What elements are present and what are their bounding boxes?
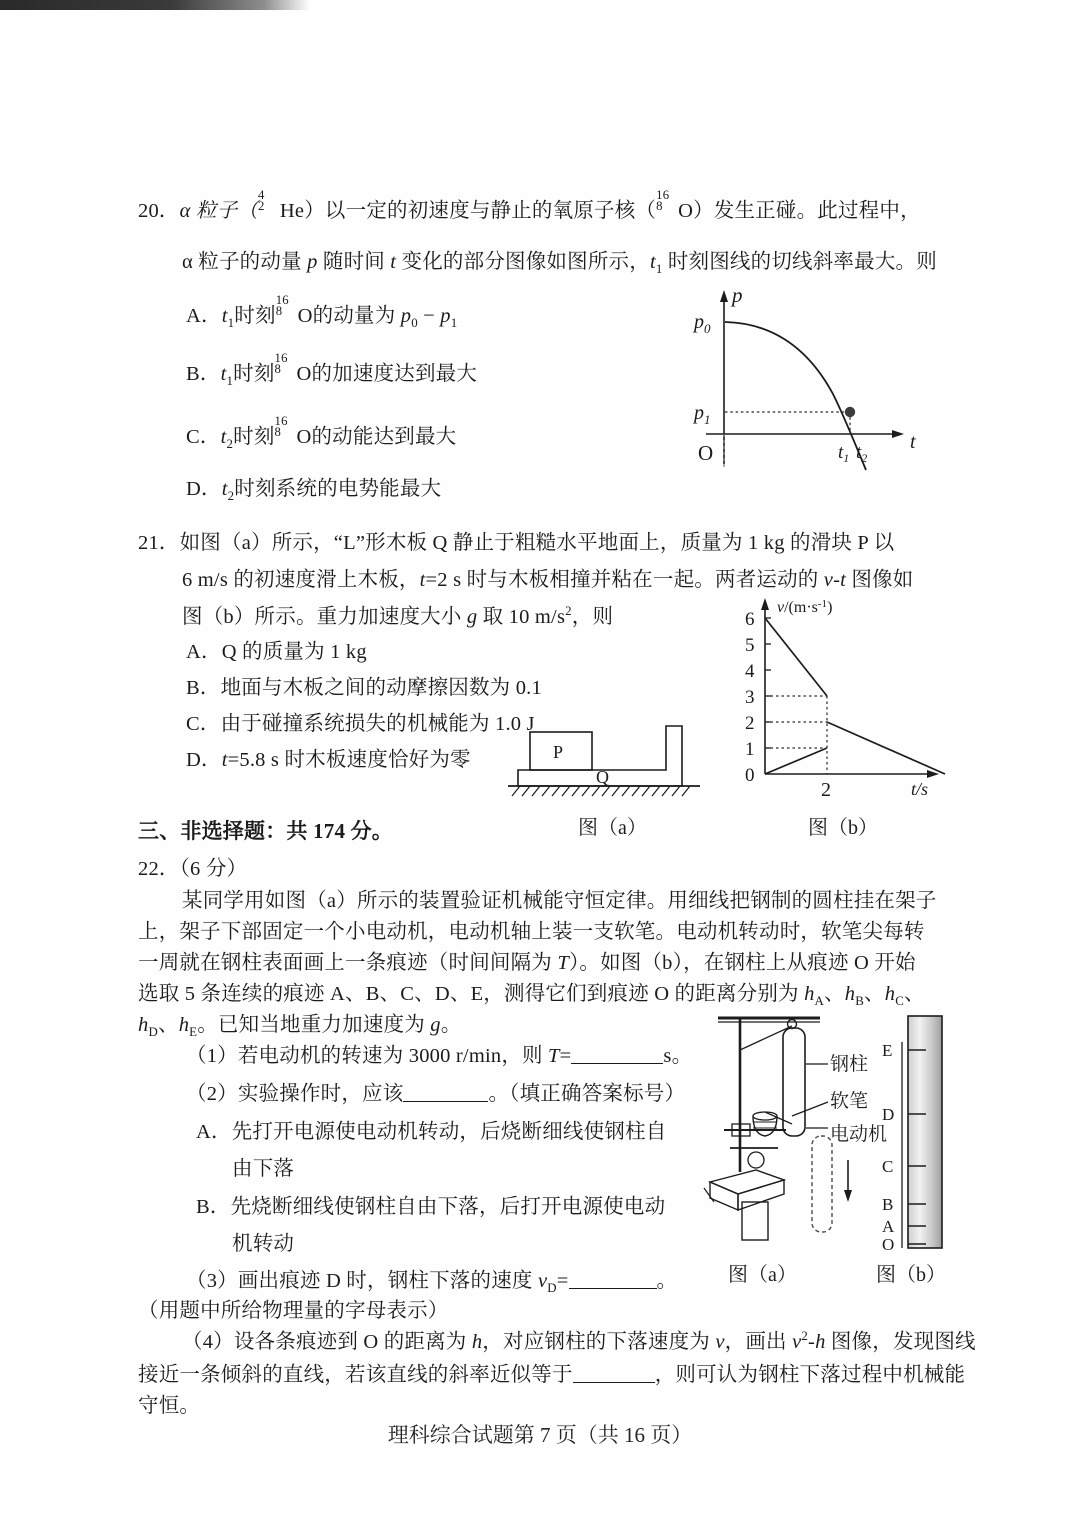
q22-figure-a-caption: 图（a） [728, 1264, 797, 1286]
q22-body-line-1: 某同学用如图（a）所示的装置验证机械能守恒定律。用细线把钢制的圆柱挂在架子 [182, 890, 937, 912]
svg-text:1: 1 [745, 739, 755, 760]
q22-sub-4-line3: 守恒。 [138, 1395, 201, 1417]
q21-option-C[interactable]: C．由于碰撞系统损失的机械能为 1.0 J [186, 713, 535, 735]
svg-text:C: C [882, 1157, 894, 1176]
q22-body-line-2: 上，架子下部固定一个小电动机，电动机轴上装一支软笔。电动机转动时，软笔尖每转 [138, 921, 925, 943]
svg-text:3: 3 [745, 687, 755, 708]
svg-text:t2: $t_2$ [856, 442, 868, 465]
q22-body-line-5: $h_D$、$h_E$。已知当地重力加速度为 g。 [138, 1014, 462, 1040]
svg-text:t/s: t/s [911, 779, 929, 799]
question-21-line-2: 6 m/s 的初速度滑上木板，t=2 s 时与木板相撞并粘在一起。两者运动的 v-t 图像如 [182, 569, 914, 591]
q21-line1-text: 如图（a）所示，“L”形木板 Q 静止于粗糙水平地面上，质量为 1 kg 的滑块 P 以 [179, 532, 895, 554]
symbol-T: T [557, 952, 569, 974]
q20-option-C-label: C． [186, 426, 221, 448]
q21-option-B[interactable]: B．地面与木板之间的动摩擦因数为 0.1 [186, 677, 542, 699]
q20-option-B[interactable]: B．$t_1$时刻 16 8 O的加速度达到最大 [186, 350, 478, 389]
svg-text:A: A [882, 1217, 895, 1236]
section-heading-3: 三、非选择题：共 174 分。 [138, 819, 393, 843]
q22-sub-3: （3）画出痕迹 D 时，钢柱下落的速度 $v_D=$ 。 [186, 1270, 678, 1296]
q22-sub-1: （1）若电动机的转速为 3000 r/min，则 T= s。 [186, 1045, 693, 1067]
question-21-line-3: 图（b）所示。重力加速度大小 g 取 10 $m/s^2$，则 [182, 603, 614, 628]
answer-blank-3[interactable] [569, 1288, 657, 1289]
q20-number: 20． [138, 200, 180, 222]
o-symbol: O [678, 200, 694, 222]
he-nuclide: 4 2 [258, 187, 265, 214]
q22-sub2-option-B-line1[interactable]: B．先烧断细线使钢柱自由下落，后打开电源使电动 [196, 1196, 666, 1218]
svg-text:P: P [553, 742, 564, 762]
q22-sub2-option-A-line1[interactable]: A．先打开电源使电动机转动，后烧断细线使钢柱自 [196, 1121, 667, 1143]
svg-text:O: O [882, 1235, 895, 1254]
label-soft-pen: 软笔 [830, 1091, 869, 1112]
q20-option-D-label: D． [186, 478, 222, 500]
o-nuclide: 16 8 [656, 187, 670, 214]
q20-l2a: α 粒子的动量 [182, 251, 308, 273]
svg-text:0: 0 [745, 765, 755, 786]
svg-text:Q: Q [596, 767, 609, 787]
svg-text:O: O [698, 441, 714, 465]
svg-text:4: 4 [745, 661, 755, 682]
q22-sub-3-note: （用题中所给物理量的字母表示） [138, 1300, 449, 1322]
q22-sub2-option-A-line2: 由下落 [232, 1158, 295, 1180]
q20-option-A-t: t [221, 305, 228, 327]
question-21-line-1 [138, 524, 894, 563]
q21-figure-a-caption: 图（a） [578, 817, 647, 839]
q20-stem-c: ）发生正碰。此过程中， [693, 200, 921, 222]
symbol-t: t [390, 251, 397, 273]
q21-figure-b-caption: 图（b） [808, 817, 878, 839]
q20-l2c: 变化的部分图像如图所示， [396, 251, 650, 273]
q21-velocity-time-graph [725, 588, 960, 810]
q21-figure-a-apparatus [500, 718, 715, 800]
q22-sub2-option-B-line2: 机转动 [232, 1233, 295, 1255]
svg-text:6: 6 [745, 609, 755, 630]
q20-option-A-post: 的动量为 [312, 305, 401, 327]
svg-text:2: 2 [745, 713, 755, 734]
svg-text:D: D [882, 1105, 895, 1124]
svg-text:t: t [910, 431, 916, 453]
svg-text:2: 2 [821, 779, 831, 801]
label-steel-column: 钢柱 [830, 1054, 869, 1075]
svg-text:p0: $p_0$ [694, 311, 711, 336]
q20-option-B-label: B． [186, 363, 221, 385]
question-20-stem-line-2 [182, 243, 937, 282]
q20-momentum-time-graph [688, 282, 958, 472]
answer-blank-4[interactable] [573, 1382, 655, 1383]
symbol-v-t: v-t [823, 569, 847, 591]
q20-l2d: 时刻图线的切线斜率最大。则 [662, 251, 937, 273]
q22-sub-4-line1: （4）设各条痕迹到 O 的距离为 h，对应钢柱的下落速度为 v，画出 $v^2-h$ 图像，发现图线 [182, 1328, 976, 1353]
symbol-t1: t [649, 251, 656, 273]
q22-body-line-4: 选取 5 条连续的痕迹 A、B、C、D、E，测得它们到痕迹 O 的距离分别为 $h_A$、$h_B$、$h_C$、 [138, 983, 925, 1009]
q20-stem-b: ）以一定的初速度与静止的氧原子核（ [304, 200, 657, 222]
svg-text:5: 5 [745, 635, 755, 656]
q21-option-D[interactable]: D．t=5.8 s 时木板速度恰好为零 [186, 749, 471, 771]
o-nuclide: 16 8 [274, 413, 288, 440]
q20-option-A[interactable]: A．$t_1$时刻 16 8 O的动量为 $p_0 - p_1$ [186, 292, 458, 331]
svg-text:p: p [732, 283, 743, 307]
he-symbol: He [279, 200, 305, 222]
question-20-stem-line-1 [138, 187, 921, 231]
q22-body-line-3: 一周就在钢柱表面画上一条痕迹（时间间隔为 T）。如图（b），在钢柱上从痕迹 O 开始 [138, 952, 916, 974]
answer-blank-1[interactable] [571, 1063, 663, 1064]
svg-text:B: B [882, 1195, 894, 1214]
q22-sub-2: （2）实验操作时，应该 。（填正确答案标号） [186, 1083, 686, 1105]
q21-number: 21． [138, 532, 180, 554]
q20-option-A-pre: 时刻 [234, 305, 276, 327]
q22-number: 22．（6 分） [138, 858, 248, 880]
symbol-g: g [466, 606, 478, 628]
q22-figure-b-marked-column [880, 1016, 960, 1254]
svg-text:v/(m·s-1): $v/(m\cdot s^{-1})$ [777, 598, 833, 616]
symbol-p: p [307, 251, 318, 273]
q20-stem-a: α 粒子（ [179, 200, 258, 222]
q22-sub-4-line2: 接近一条倾斜的直线，若该直线的斜率近似等于 ，则可认为钢柱下落过程中机械能 [138, 1364, 966, 1386]
q20-l2b: 随时间 [317, 251, 391, 273]
label-motor: 电动机 [830, 1124, 888, 1145]
scan-artifact-band [0, 0, 310, 10]
q20-option-C[interactable]: C．$t_2$时刻 16 8 O的动能达到最大 [186, 413, 457, 452]
q20-option-D[interactable]: D．$t_2$时刻系统的电势能最大 [186, 478, 442, 504]
o-nuclide: 16 8 [275, 292, 289, 319]
svg-text:p1: $p_1$ [694, 402, 711, 427]
q21-option-A[interactable]: A．Q 的质量为 1 kg [186, 641, 367, 663]
page-footer: 理科综合试题第 7 页（共 16 页） [387, 1423, 693, 1447]
svg-text:E: E [882, 1041, 893, 1060]
symbol-t1-sub: 1 [655, 261, 663, 277]
q22-figure-b-caption: 图（b） [876, 1264, 946, 1286]
q20-option-A-label: A． [186, 305, 222, 327]
answer-blank-2[interactable] [403, 1101, 488, 1102]
svg-text:t1: $t_1$ [838, 442, 850, 465]
o-nuclide: 16 8 [274, 350, 288, 377]
